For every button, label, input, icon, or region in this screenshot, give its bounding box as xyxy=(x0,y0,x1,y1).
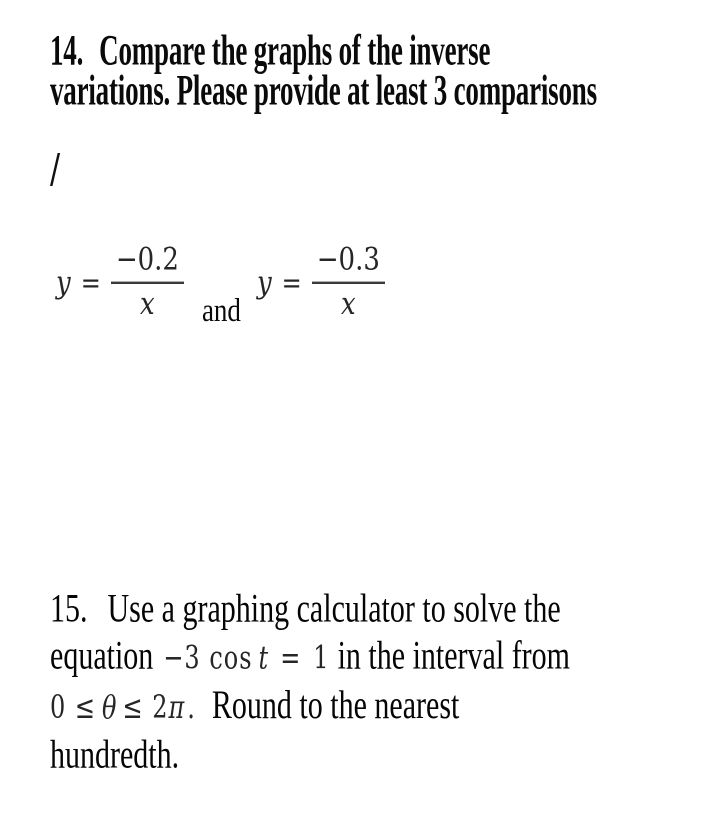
pi-symbol: π xyxy=(168,688,185,727)
problem-15-line3-suffix: Round to the nearest xyxy=(211,683,460,728)
problem-14-line1 xyxy=(50,26,695,75)
problem-15-line3 xyxy=(50,682,700,732)
slash-mark: / xyxy=(50,145,61,194)
problem-15-line1 xyxy=(50,585,700,632)
equation-2-lhs: y xyxy=(256,264,272,301)
fraction-2-numerator: −0.3 xyxy=(312,242,385,284)
problem-15-line1-text: Use a graphing calculator to solve the xyxy=(107,586,561,631)
fraction-1-denominator: x xyxy=(140,286,155,323)
problem-14-line2: variations. Please provide at least 3 comparisons xyxy=(50,66,597,115)
theta-symbol: θ xyxy=(102,688,117,727)
fraction-2-denominator: x xyxy=(340,286,356,323)
problem-14-line1-text: Compare the graphs of the inverse xyxy=(99,26,491,75)
equals-sign: = xyxy=(281,265,302,299)
problem-15-line4: hundredth. xyxy=(50,732,180,778)
equation-1-lhs: y xyxy=(56,264,71,301)
equation-2 xyxy=(257,242,385,322)
problem-15-line2-suffix: in the interval from xyxy=(337,633,571,678)
math-cos-expression: −3 cos xyxy=(163,638,253,677)
equation-word: equation xyxy=(50,633,154,678)
and-connector: and xyxy=(201,292,241,329)
problem-15 xyxy=(50,585,700,778)
fraction-1 xyxy=(111,242,184,322)
period-mark: . xyxy=(187,688,196,727)
equation-1 xyxy=(56,242,184,322)
math-rhs-one: 1 xyxy=(313,638,330,677)
problem-15-line2 xyxy=(50,632,700,682)
equals-sign: = xyxy=(80,265,101,299)
problem-14 xyxy=(50,26,695,115)
problem-15-number: 15. xyxy=(50,586,88,631)
math-var-t: t xyxy=(258,638,269,677)
equals-sign: = xyxy=(280,638,302,677)
math-inequality-left: 0 ≤ xyxy=(50,688,97,727)
problem-14-number: 14. xyxy=(50,26,84,75)
equation-row xyxy=(56,242,385,329)
math-inequality-right: ≤ 2 xyxy=(122,688,169,727)
fraction-1-numerator: −0.2 xyxy=(111,242,184,284)
fraction-2 xyxy=(312,242,385,322)
